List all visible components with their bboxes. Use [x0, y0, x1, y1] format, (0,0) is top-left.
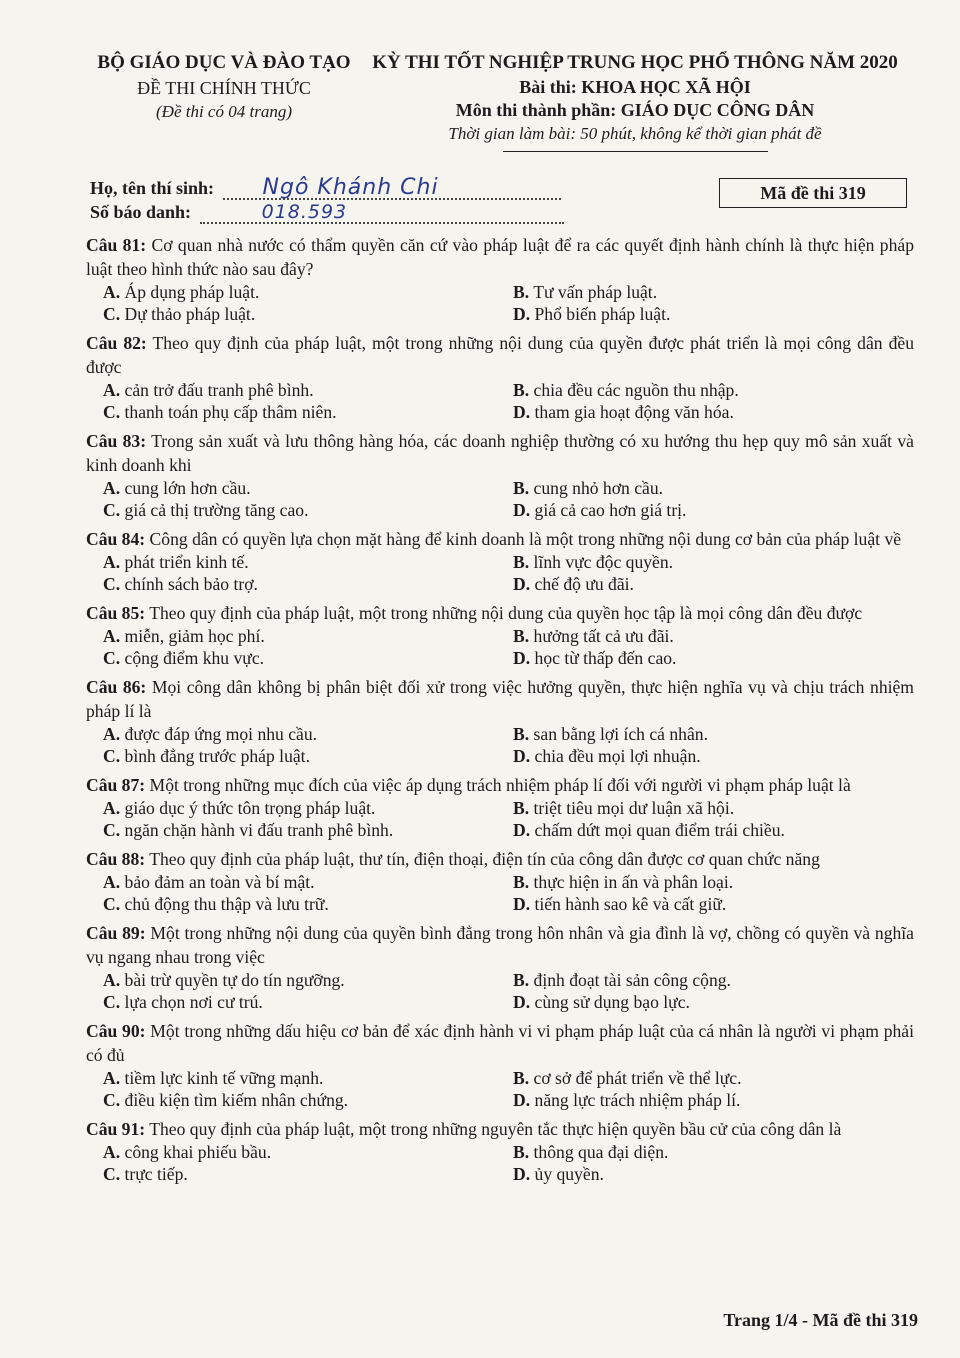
answer-option[interactable] — [496, 1089, 914, 1111]
option-letter: B. — [513, 872, 530, 892]
answer-option[interactable] — [86, 303, 496, 325]
option-text: Dự thảo pháp luật. — [124, 304, 256, 324]
answer-option[interactable] — [86, 647, 496, 669]
option-text: được đáp ứng mọi nhu cầu. — [124, 724, 318, 744]
answer-option[interactable] — [86, 401, 496, 423]
answer-option[interactable] — [496, 499, 914, 521]
exam-subject: Bài thi: KHOA HỌC XÃ HỘI — [519, 77, 751, 97]
answer-options — [86, 477, 914, 521]
candidate-id-row — [90, 200, 564, 224]
question-number: Câu 91: — [86, 1119, 146, 1139]
question-text — [86, 601, 914, 625]
option-text: thông qua đại diện. — [533, 1142, 669, 1162]
answer-option[interactable] — [496, 893, 914, 915]
option-text: trực tiếp. — [124, 1164, 188, 1184]
option-letter: A. — [103, 1068, 121, 1088]
option-text: thực hiện in ấn và phân loại. — [533, 872, 734, 892]
answer-option[interactable] — [86, 1141, 496, 1163]
question-number: Câu 81: — [86, 235, 147, 255]
option-letter: C. — [103, 500, 121, 520]
option-text: Tư vấn pháp luật. — [533, 282, 658, 302]
option-letter: A. — [103, 380, 121, 400]
question-text — [86, 773, 914, 797]
option-text: Áp dụng pháp luật. — [124, 282, 260, 302]
question-stem: Công dân có quyền lựa chọn mặt hàng để kinh doanh là một trong những nội dung cơ bản của pháp luật về — [149, 529, 902, 549]
option-text: cơ sở để phát triển về thể lực. — [533, 1068, 742, 1088]
answer-options — [86, 625, 914, 669]
question-text — [86, 233, 914, 281]
option-letter: A. — [103, 872, 121, 892]
answer-option[interactable] — [496, 551, 914, 573]
candidate-name-row — [90, 176, 564, 200]
question-block — [86, 331, 914, 423]
candidate-id-label: Số báo danh: — [90, 202, 192, 222]
option-text: bài trừ quyền tự do tín ngưỡng. — [124, 970, 345, 990]
option-text: chấm dứt mọi quan điểm trái chiều. — [534, 820, 785, 840]
candidate-name-label: Họ, tên thí sinh: — [90, 178, 215, 198]
question-stem: Theo quy định của pháp luật, một trong những nội dung của quyền học tập là mọi công dân đều được — [149, 603, 863, 623]
option-letter: D. — [513, 574, 531, 594]
question-stem: Cơ quan nhà nước có thẩm quyền căn cứ vào pháp luật để ra các quyết định hành chính là thực hiện pháp luật theo hình thức nào sau đây? — [86, 235, 915, 279]
question-stem: Một trong những dấu hiệu cơ bản để xác định hành vi vi phạm pháp luật của cá nhân là người vi phạm phải có đủ — [86, 1021, 914, 1065]
question-number: Câu 83: — [86, 431, 147, 451]
option-letter: C. — [103, 1164, 121, 1184]
answer-option[interactable] — [86, 797, 496, 819]
option-letter: C. — [103, 1090, 121, 1110]
answer-option[interactable] — [86, 745, 496, 767]
page-footer: Trang 1/4 - Mã đề thi 319 — [723, 1310, 918, 1330]
question-text — [86, 1117, 914, 1141]
answer-options — [86, 1067, 914, 1111]
option-text: giáo dục ý thức tôn trọng pháp luật. — [124, 798, 376, 818]
question-stem: Một trong những nội dung của quyền bình đẳng trong hôn nhân và gia đình là vợ, chồng có quyền và nghĩa vụ ngang nhau trong việc — [86, 923, 914, 967]
option-text: tiềm lực kinh tế vững mạnh. — [124, 1068, 324, 1088]
header-left — [96, 50, 352, 124]
option-text: chia đều mọi lợi nhuận. — [534, 746, 701, 766]
option-letter: D. — [513, 402, 531, 422]
option-text: cung lớn hơn cầu. — [124, 478, 251, 498]
option-text: chủ động thu thập và lưu trữ. — [124, 894, 329, 914]
option-text: Phổ biến pháp luật. — [534, 304, 671, 324]
official-label: ĐỀ THI CHÍNH THỨC — [137, 78, 311, 98]
answer-option[interactable] — [86, 281, 496, 303]
option-letter: C. — [103, 894, 121, 914]
question-number: Câu 86: — [86, 677, 147, 697]
answer-option[interactable] — [496, 281, 914, 303]
candidate-id-field[interactable] — [200, 201, 564, 224]
answer-option[interactable] — [496, 1163, 914, 1185]
option-text: cản trở đấu tranh phê bình. — [124, 380, 314, 400]
option-letter: A. — [103, 478, 121, 498]
option-text: bình đẳng trước pháp luật. — [124, 746, 310, 766]
candidate-name-field[interactable] — [223, 175, 561, 200]
answer-option[interactable] — [86, 1163, 496, 1185]
question-list — [86, 233, 914, 1191]
option-letter: B. — [513, 552, 530, 572]
answer-option[interactable] — [496, 969, 914, 991]
option-text: tham gia hoạt động văn hóa. — [534, 402, 734, 422]
answer-option[interactable] — [496, 819, 914, 841]
pages-note: (Đề thi có 04 trang) — [156, 102, 292, 121]
answer-option[interactable] — [86, 551, 496, 573]
option-letter: A. — [103, 970, 121, 990]
option-text: chế độ ưu đãi. — [534, 574, 634, 594]
answer-options — [86, 379, 914, 423]
question-number: Câu 82: — [86, 333, 147, 353]
question-stem: Theo quy định của pháp luật, một trong những nội dung của quyền được phát triển là mọi công dân đều được — [86, 333, 915, 377]
question-text — [86, 1019, 914, 1067]
candidate-name-value: Ngô Khánh Chi — [262, 175, 439, 200]
question-block — [86, 601, 914, 669]
question-text — [86, 527, 914, 551]
option-letter: C. — [103, 574, 121, 594]
exam-time: Thời gian làm bài: 50 phút, không kể thời gian phát đề — [448, 124, 822, 143]
answer-option[interactable] — [86, 991, 496, 1013]
option-letter: B. — [513, 1142, 530, 1162]
option-letter: D. — [513, 992, 531, 1012]
answer-options — [86, 797, 914, 841]
question-number: Câu 87: — [86, 775, 146, 795]
option-text: công khai phiếu bầu. — [124, 1142, 272, 1162]
answer-option[interactable] — [86, 969, 496, 991]
answer-option[interactable] — [86, 1089, 496, 1111]
answer-option[interactable] — [496, 625, 914, 647]
answer-option[interactable] — [496, 401, 914, 423]
question-number: Câu 89: — [86, 923, 146, 943]
option-letter: C. — [103, 304, 121, 324]
answer-options — [86, 551, 914, 595]
answer-option[interactable] — [496, 991, 914, 1013]
option-text: định đoạt tài sản công cộng. — [533, 970, 731, 990]
option-text: tiến hành sao kê và cất giữ. — [534, 894, 727, 914]
option-letter: D. — [513, 1090, 531, 1110]
exam-title: KỲ THI TỐT NGHIỆP TRUNG HỌC PHỔ THÔNG NĂM 2020 — [372, 52, 898, 73]
answer-option[interactable] — [496, 647, 914, 669]
option-text: phát triển kinh tế. — [124, 552, 249, 572]
option-text: lĩnh vực độc quyền. — [533, 552, 674, 572]
option-letter: A. — [103, 1142, 121, 1162]
candidate-id-value: 018.593 — [261, 201, 348, 223]
answer-option[interactable] — [496, 797, 914, 819]
option-letter: B. — [513, 1068, 530, 1088]
option-text: cùng sử dụng bạo lực. — [534, 992, 690, 1012]
question-text — [86, 331, 914, 379]
answer-option[interactable] — [496, 573, 914, 595]
option-text: chính sách bảo trợ. — [124, 574, 258, 594]
answer-option[interactable] — [86, 625, 496, 647]
option-text: năng lực trách nhiệm pháp lí. — [534, 1090, 741, 1110]
header-rule — [503, 151, 768, 152]
answer-option[interactable] — [86, 1067, 496, 1089]
question-block — [86, 675, 914, 767]
question-number: Câu 85: — [86, 603, 146, 623]
option-letter: D. — [513, 820, 531, 840]
option-letter: C. — [103, 402, 121, 422]
question-block — [86, 921, 914, 1013]
option-letter: D. — [513, 648, 531, 668]
option-letter: D. — [513, 304, 531, 324]
option-text: bảo đảm an toàn và bí mật. — [124, 872, 315, 892]
question-stem: Theo quy định của pháp luật, một trong những nguyên tắc thực hiện quyền bầu cử của công dân là — [149, 1119, 842, 1139]
option-text: hưởng tất cả ưu đãi. — [533, 626, 674, 646]
answer-option[interactable] — [86, 723, 496, 745]
option-letter: A. — [103, 724, 121, 744]
answer-option[interactable] — [86, 477, 496, 499]
option-text: ngăn chặn hành vi đấu tranh phê bình. — [124, 820, 394, 840]
option-letter: A. — [103, 798, 121, 818]
option-text: cung nhỏ hơn cầu. — [533, 478, 664, 498]
answer-options — [86, 281, 914, 325]
answer-option[interactable] — [496, 303, 914, 325]
option-letter: B. — [513, 970, 530, 990]
option-text: triệt tiêu mọi dư luận xã hội. — [533, 798, 735, 818]
answer-options — [86, 871, 914, 915]
option-letter: C. — [103, 648, 121, 668]
option-text: giá cả cao hơn giá trị. — [534, 500, 687, 520]
answer-option[interactable] — [496, 871, 914, 893]
exam-component: Môn thi thành phần: GIÁO DỤC CÔNG DÂN — [455, 100, 815, 120]
option-letter: D. — [513, 1164, 531, 1184]
answer-option[interactable] — [86, 893, 496, 915]
question-block — [86, 233, 914, 325]
question-number: Câu 84: — [86, 529, 146, 549]
header-right — [370, 50, 900, 152]
question-stem: Một trong những mục đích của việc áp dụng trách nhiệm pháp lí đối với người vi phạm pháp luật là — [149, 775, 851, 795]
option-letter: A. — [103, 552, 121, 572]
question-text — [86, 921, 914, 969]
option-text: học từ thấp đến cao. — [534, 648, 677, 668]
question-block — [86, 527, 914, 595]
option-text: san bằng lợi ích cá nhân. — [533, 724, 708, 744]
question-block — [86, 773, 914, 841]
answer-options — [86, 1141, 914, 1185]
answer-options — [86, 723, 914, 767]
candidate-info — [90, 176, 564, 224]
question-text — [86, 429, 914, 477]
option-text: giá cả thị trường tăng cao. — [124, 500, 309, 520]
option-letter: B. — [513, 798, 530, 818]
question-stem: Theo quy định của pháp luật, thư tín, điện thoại, điện tín của công dân được cơ quan chức năng — [149, 849, 820, 869]
answer-option[interactable] — [496, 723, 914, 745]
answer-option[interactable] — [86, 573, 496, 595]
answer-options — [86, 969, 914, 1013]
option-letter: B. — [513, 380, 530, 400]
question-stem: Trong sản xuất và lưu thông hàng hóa, các doanh nghiệp thường có xu hướng thu hẹp quy mô sản xuất và kinh doanh khi — [86, 431, 914, 475]
exam-code-box: Mã đề thi 319 — [719, 178, 907, 208]
answer-option[interactable] — [86, 379, 496, 401]
answer-option[interactable] — [86, 871, 496, 893]
option-letter: A. — [103, 626, 121, 646]
question-text — [86, 847, 914, 871]
option-letter: A. — [103, 282, 121, 302]
question-block — [86, 1019, 914, 1111]
option-text: miễn, giảm học phí. — [124, 626, 265, 646]
option-letter: C. — [103, 746, 121, 766]
option-letter: C. — [103, 820, 121, 840]
option-letter: B. — [513, 626, 530, 646]
question-stem: Mọi công dân không bị phân biệt đối xử trong việc hưởng quyền, thực hiện nghĩa vụ và chịu trách nhiệm pháp lí là — [86, 677, 914, 721]
answer-option[interactable] — [496, 745, 914, 767]
answer-option[interactable] — [496, 1141, 914, 1163]
option-letter: D. — [513, 500, 531, 520]
option-letter: B. — [513, 478, 530, 498]
question-block — [86, 429, 914, 521]
option-text: điều kiện tìm kiếm nhân chứng. — [124, 1090, 349, 1110]
option-text: lựa chọn nơi cư trú. — [124, 992, 263, 1012]
question-block — [86, 847, 914, 915]
option-text: ủy quyền. — [534, 1164, 604, 1184]
option-letter: C. — [103, 992, 121, 1012]
question-block — [86, 1117, 914, 1185]
option-letter: B. — [513, 282, 530, 302]
option-letter: D. — [513, 746, 531, 766]
option-letter: B. — [513, 724, 530, 744]
answer-option[interactable] — [496, 1067, 914, 1089]
answer-option[interactable] — [496, 379, 914, 401]
question-number: Câu 90: — [86, 1021, 146, 1041]
answer-option[interactable] — [86, 819, 496, 841]
ministry-name: BỘ GIÁO DỤC VÀ ĐÀO TẠO — [97, 52, 351, 73]
option-text: cộng điểm khu vực. — [124, 648, 265, 668]
answer-option[interactable] — [496, 477, 914, 499]
answer-option[interactable] — [86, 499, 496, 521]
option-text: chia đều các nguồn thu nhập. — [533, 380, 739, 400]
option-letter: D. — [513, 894, 531, 914]
question-number: Câu 88: — [86, 849, 146, 869]
question-text — [86, 675, 914, 723]
option-text: thanh toán phụ cấp thâm niên. — [124, 402, 337, 422]
